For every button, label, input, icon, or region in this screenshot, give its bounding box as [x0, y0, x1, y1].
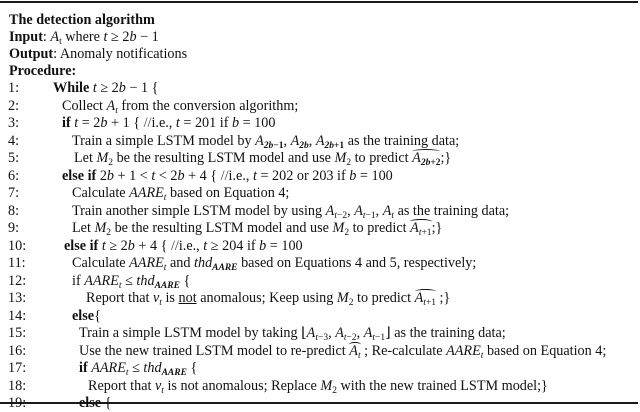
title-text: The detection algorithm [9, 12, 155, 28]
line-body: Use the new trained LSTM model to re-predict $A_t$ ; Re-calculate $AARE_t$ based on Equation 4; [79, 342, 607, 361]
line-body: else if 2b + 1 < t < 2b + 4 { //i.e., t = 202 or 203 if b = 100 [62, 167, 393, 184]
algo-line-18 [0, 378, 638, 395]
line-body: While t ≥ 2b − 1 { [53, 80, 159, 96]
algo-line-2 [0, 98, 638, 115]
algo-line-6 [0, 168, 638, 185]
line-number: 7: [8, 185, 20, 201]
line-number: 16: [8, 342, 27, 359]
line-number: 8: [8, 202, 20, 219]
line-number: 14: [8, 307, 27, 324]
line-body: Let $M_2$ be the resulting LSTM model and use $M_2$ to predict $A_{t+1}$;} [72, 220, 443, 238]
algo-line-9 [0, 220, 638, 237]
line-number: 11: [8, 255, 26, 271]
line-number: 12: [8, 272, 27, 289]
algo-line-10 [0, 238, 638, 255]
line-body: if t = 2b + 1 { //i.e., t = 201 if b = 100 [62, 115, 276, 131]
algo-line-19 [0, 395, 638, 412]
line-body: else if t ≥ 2b + 4 { //i.e., t ≥ 204 if b = 100 [64, 237, 303, 254]
algorithm-box [0, 1, 638, 411]
algo-line-3 [0, 115, 638, 132]
line-number: 19: [8, 395, 27, 411]
algo-line-7 [0, 185, 638, 202]
algo-line-5 [0, 150, 638, 167]
line-number: 10: [8, 237, 27, 254]
output-line: Output: Anomaly notifications [9, 46, 188, 62]
line-number: 4: [8, 132, 20, 149]
line-body: else{ [72, 307, 101, 324]
algo-line-16 [0, 343, 638, 360]
output-label: Output [9, 46, 54, 62]
algorithm-title [9, 12, 155, 29]
input-line: Input: $A_t$ where t ≥ 2b − 1 [9, 29, 159, 47]
line-number: 9: [8, 220, 20, 236]
line-number: 6: [8, 167, 20, 184]
line-number: 5: [8, 150, 20, 166]
line-number: 15: [8, 325, 27, 341]
line-number: 13: [8, 290, 27, 306]
line-body: Train another simple LSTM model by using $A_{t-2}$, $A_{t-1}$, $A_t$ as the training data; [72, 202, 510, 221]
line-body: if $AARE_t \le thd_{AARE}$ { [79, 360, 198, 378]
line-body: Train a simple LSTM model by taking $⌊A_{t-3}$, $A_{t-2}$, $A_{t-1}⌋$ as the training data; [79, 325, 506, 343]
line-body: Train a simple LSTM model by $A_{2b-1}$, $A_{2b}$, $A_{2b+1}$ as the training data; [72, 132, 460, 151]
line-body: Report that $v_t$ is not anomalous; Keep using $M_2$ to predict $A_{t+1}$ ;} [86, 290, 451, 308]
line-body: Report that $v_t$ is not anomalous; Replace $M_2$ with the new trained LSTM model;} [88, 377, 548, 396]
procedure-label [9, 63, 76, 80]
algo-line-17 [0, 360, 638, 377]
line-number: 3: [8, 115, 20, 131]
algo-line-15 [0, 325, 638, 342]
line-number: 17: [8, 360, 27, 376]
algo-line-12 [0, 273, 638, 290]
algo-line-11 [0, 255, 638, 272]
line-number: 18: [8, 377, 27, 394]
line-body: Calculate $AARE_t$ and thd$_{AARE}$ based on Equations 4 and 5, respectively; [72, 255, 477, 273]
algo-line-14 [0, 308, 638, 325]
algo-line-4 [0, 133, 638, 150]
line-number: 2: [8, 97, 20, 114]
input-label: Input [9, 29, 43, 45]
line-body: if $AARE_t \le thd_{AARE}$ { [72, 272, 191, 291]
line-body: Let $M_2$ be the resulting LSTM model and use $M_2$ to predict $A_{2b+2}$;} [74, 150, 452, 168]
procedure-text: Procedure: [9, 63, 77, 79]
algo-line-1 [0, 80, 638, 97]
line-body: else { [79, 395, 112, 411]
algo-line-8 [0, 203, 638, 220]
line-number: 1: [8, 80, 20, 96]
algo-line-13 [0, 290, 638, 307]
line-body: Collect $A_t$ from the conversion algorithm; [62, 97, 299, 116]
line-body: Calculate $AARE_t$ based on Equation 4; [72, 185, 290, 203]
